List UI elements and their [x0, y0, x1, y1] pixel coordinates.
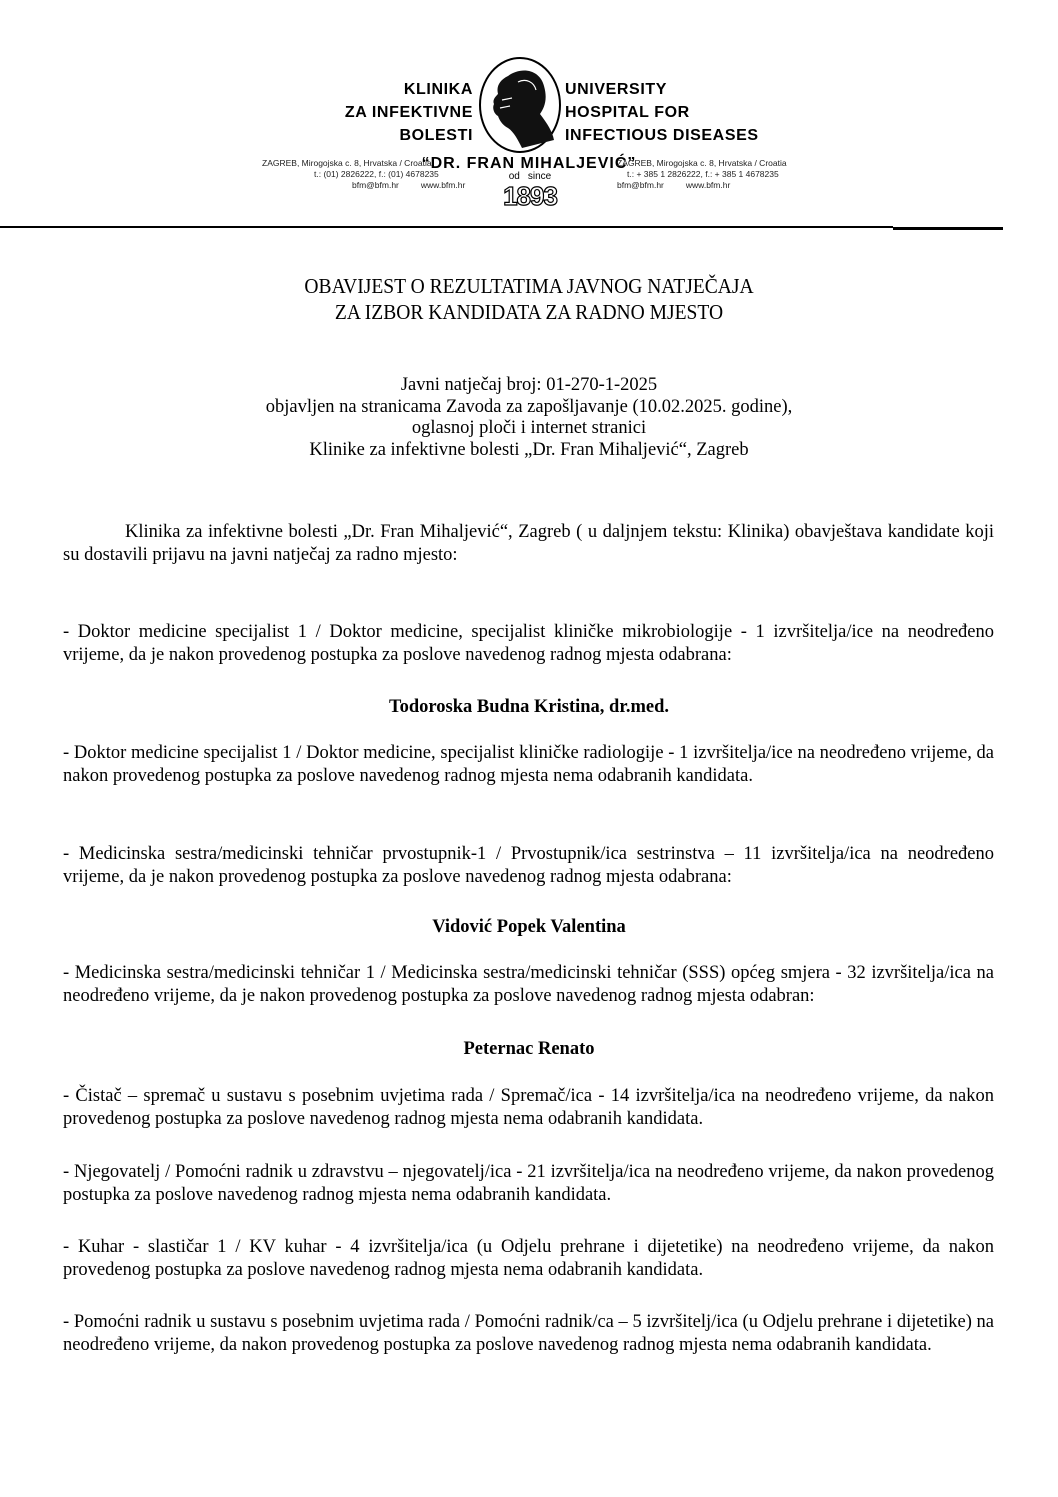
- website-link[interactable]: www.bfm.hr: [685, 180, 731, 190]
- portrait-medallion-icon: [478, 56, 562, 154]
- intro-paragraph: Klinika za infektivne bolesti „Dr. Fran Mihaljević“, Zagreb ( u daljnjem tekstu: Klinika) obavještava kandidate koji su dostavili prijavu na javni natječaj za radno mjesto:: [63, 522, 994, 565]
- letterhead-line: BOLESTI: [399, 127, 473, 144]
- since-hr: od: [508, 171, 520, 182]
- since-en: since: [527, 171, 552, 182]
- header-divider-accent: [893, 227, 1003, 230]
- phone-fax: t.: (01) 2826222, f.: (01) 4678235: [314, 169, 439, 179]
- letterhead-line: ZA INFEKTIVNE: [344, 104, 473, 121]
- document-title: [37, 273, 1021, 325]
- letterhead-line: HOSPITAL FOR: [565, 104, 690, 121]
- reference-line: objavljen na stranicama Zavoda za zapošljavanje (10.02.2025. godine),: [265, 396, 793, 417]
- position-paragraph: - Medicinska sestra/medicinski tehničar 1 / Medicinska sestra/medicinski tehničar (SSS) općeg smjera - 32 izvršitelja/ica na neodređeno vrijeme, da je nakon provedenog postupka za poslove navedenog radnog mjesta odabran:: [63, 963, 994, 1006]
- address: ZAGREB, Mirogojska c. 8, Hrvatska / Croatia: [617, 158, 787, 168]
- header-divider: [0, 226, 893, 228]
- website-link[interactable]: www.bfm.hr: [420, 180, 466, 190]
- letterhead-line: UNIVERSITY: [565, 81, 668, 98]
- founding-year: 1893: [503, 181, 557, 211]
- letterhead-line: KLINIKA: [403, 81, 473, 98]
- reference-line: Klinike za infektivne bolesti „Dr. Fran Mihaljević“, Zagreb: [309, 439, 749, 460]
- selected-candidate: Peternac Renato: [463, 1039, 595, 1059]
- title-line: OBAVIJEST O REZULTATIMA JAVNOG NATJEČAJA: [304, 274, 754, 298]
- letterhead-name-english: [565, 78, 759, 147]
- position-paragraph: - Pomoćni radnik u sustavu s posebnim uvjetima rada / Pomoćni radnik/ca – 5 izvršitelj/ica (u Odjelu prehrane i dijetetike) na neodređeno vrijeme, da nakon provedenog postupka za poslove navedenog radnog mjesta nema odabranih kandidata.: [63, 1312, 994, 1355]
- position-paragraph: - Čistač – spremač u sustavu s posebnim uvjetima rada / Spremač/ica - 14 izvršitelja/ica na neodređeno vrijeme, da nakon provedenog postupka za poslove navedenog radnog mjesta nema odabranih kandidata.: [63, 1086, 994, 1129]
- email-link[interactable]: bfm@bfm.hr: [352, 180, 399, 190]
- selected-candidate: Todoroska Budna Kristina, dr.med.: [389, 697, 669, 717]
- title-line: ZA IZBOR KANDIDATA ZA RADNO MJESTO: [334, 300, 724, 324]
- address: ZAGREB, Mirogojska c. 8, Hrvatska / Croatia: [262, 158, 432, 168]
- phone-fax: t.: + 385 1 2826222, f.: + 385 1 4678235: [627, 169, 779, 179]
- email-link[interactable]: bfm@bfm.hr: [617, 180, 664, 190]
- letterhead-line: INFECTIOUS DISEASES: [565, 127, 759, 144]
- position-paragraph: - Doktor medicine specijalist 1 / Doktor medicine, specijalist kliničke radiologije - 1 izvršitelja/ice na neodređeno vrijeme, da nakon provedenog postupka za poslove navedenog radnog mjesta nema odabranih kandidata.: [63, 743, 994, 786]
- letterhead-name-croatian: [345, 78, 473, 147]
- position-paragraph: - Kuhar - slastičar 1 / KV kuhar - 4 izvršitelja/ica (u Odjelu prehrane i dijetetike) na neodređeno vrijeme, da nakon provedenog postupka za poslove navedenog radnog mjesta nema odabranih kandidata.: [63, 1237, 994, 1280]
- reference-line: oglasnoj ploči i internet stranici: [411, 418, 647, 438]
- reference-line: Javni natječaj broj: 01-270-1-2025: [400, 375, 658, 395]
- institution-name: “DR. FRAN MIHALJEVIĆ”: [421, 155, 637, 172]
- selected-candidate: Vidović Popek Valentina: [432, 917, 626, 937]
- position-paragraph: - Njegovatelj / Pomoćni radnik u zdravstvu – njegovatelj/ica - 21 izvršitelja/ica na neodređeno vrijeme, da nakon provedenog postupka za poslove navedenog radnog mjesta nema odabranih kandidata.: [63, 1162, 994, 1205]
- position-paragraph: - Doktor medicine specijalist 1 / Doktor medicine, specijalist kliničke mikrobiologije - 1 izvršitelja/ice na neodređeno vrijeme, da je nakon provedenog postupka za poslove navedenog radnog mjesta odabrana:: [63, 622, 994, 665]
- position-paragraph: - Medicinska sestra/medicinski tehničar prvostupnik-1 / Prvostupnik/ica sestrinstva – 11 izvršitelja/ica na neodređeno vrijeme, da je nakon provedenog postupka za poslove navedenog radnog mjesta odabrana:: [63, 844, 994, 887]
- contact-info-right: [617, 158, 817, 191]
- competition-reference: [0, 375, 1058, 461]
